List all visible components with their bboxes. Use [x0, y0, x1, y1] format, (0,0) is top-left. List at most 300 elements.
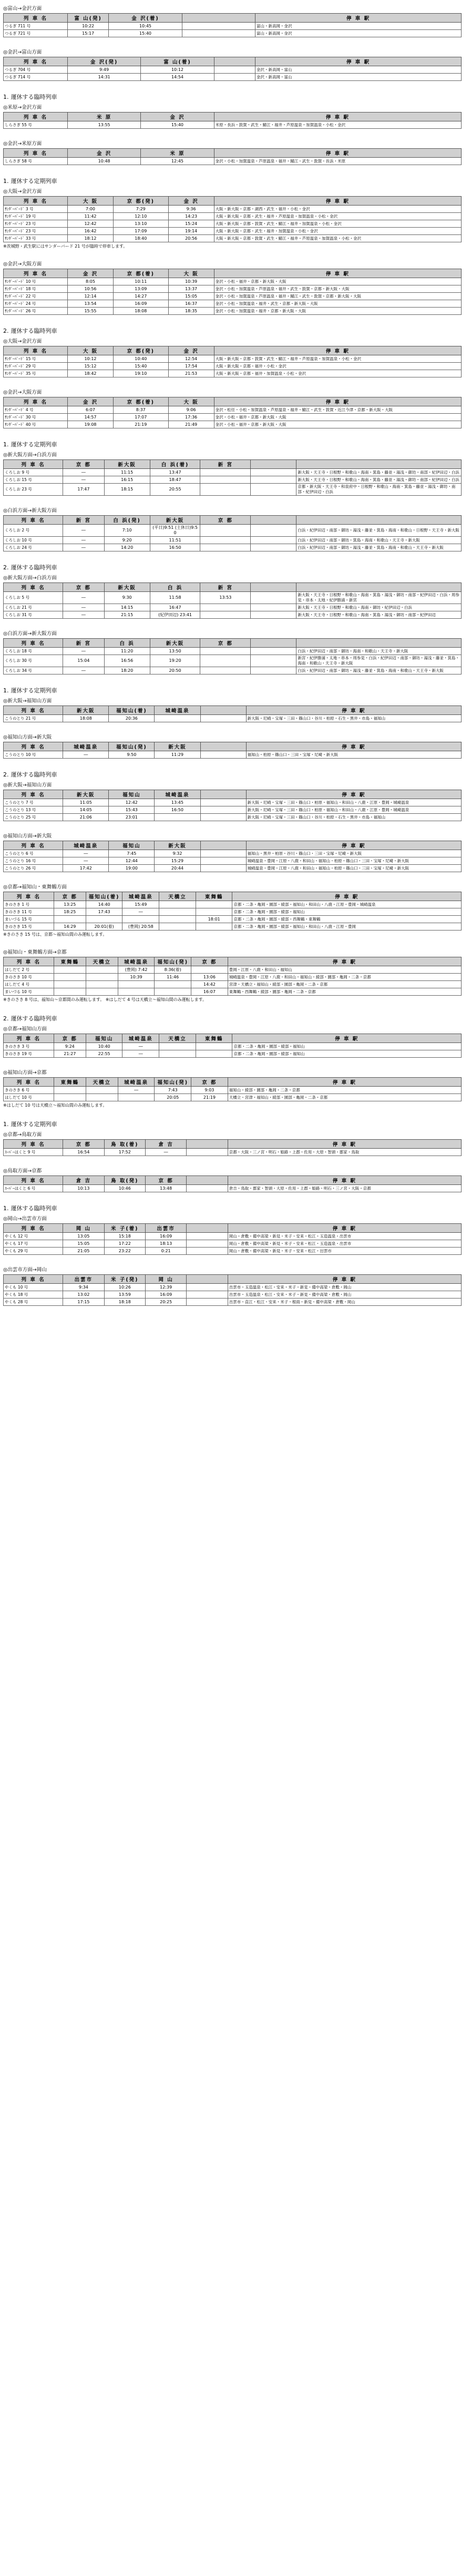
time-cell [182, 30, 255, 37]
train-name: はしだて 4 号 [4, 981, 54, 988]
section-title: 運休する定期列車 [11, 178, 57, 185]
stops-cell: 豊岡・江原・八鹿・和田山・福知山 [228, 966, 461, 974]
column-header: 福知山 [86, 1034, 122, 1043]
section-heading [3, 1014, 462, 1023]
time-cell: 17:09 [114, 228, 169, 235]
column-header: 城崎温泉 [63, 841, 109, 850]
time-cell [187, 1299, 228, 1306]
time-cell [159, 1043, 196, 1050]
stops-cell: 大阪・新大阪・京都・湖西・武生・福井・小松・金沢 [214, 206, 461, 213]
table-row [4, 1240, 462, 1248]
time-cell [54, 981, 86, 988]
train-name: くろしお 2 号 [4, 525, 63, 537]
column-header: 富 山(着) [141, 57, 214, 66]
train-name: やくも 10 号 [4, 1284, 63, 1291]
header-row [4, 1224, 462, 1233]
column-header: 福知山(着) [86, 892, 122, 901]
column-header: 列 車 名 [4, 113, 68, 121]
time-cell [200, 469, 251, 476]
time-cell: 14:23 [168, 213, 214, 220]
time-cell: ― [63, 850, 109, 857]
table-row [4, 806, 462, 814]
column-header: 出雲市 [145, 1224, 186, 1233]
column-header [296, 583, 462, 592]
train-name: くろしお 34 号 [4, 667, 63, 674]
train-name: こうのとり 6 号 [4, 850, 63, 857]
stops-cell: 出雲市・直江・松江・安来・米子・根雨・新見・備中高梁・倉敷・岡山 [228, 1299, 461, 1306]
column-header: 列 車 名 [4, 516, 63, 525]
train-name: ｻﾝﾀﾞｰﾊﾞｰﾄﾞ 10 号 [4, 278, 68, 285]
time-cell [155, 988, 191, 996]
column-header: 京 都 [145, 1176, 186, 1185]
table-row [4, 814, 462, 821]
column-header: 城崎温泉 [118, 957, 155, 966]
time-cell: 8:36(着) [155, 966, 191, 974]
section-number: 2. [3, 771, 9, 778]
train-name: ｻﾝﾀﾞｰﾊﾞｰﾄﾞ 23 号 [4, 220, 68, 228]
stops-cell: 宮津・天橋立・福知山・綾部・園部・亀岡・二条・京都 [228, 981, 461, 988]
route-heading: ◎鳥取方面→京都 [3, 1168, 42, 1174]
time-cell [159, 908, 196, 916]
time-cell [200, 865, 246, 872]
section-number: 1. [3, 178, 9, 185]
train-name: くろしお 31 号 [4, 611, 63, 619]
time-cell: ― [122, 908, 159, 916]
column-header [251, 583, 296, 592]
stops-cell: 富山・新高岡・金沢 [255, 30, 462, 37]
stops-cell: 金沢・小松・加賀温泉・福井・武生・京都・新大阪・大阪 [214, 300, 461, 308]
time-cell: 21:49 [168, 421, 214, 428]
timetable [3, 346, 462, 377]
column-header: 停 車 駅 [228, 957, 461, 966]
train-name: しらさぎ 58 号 [4, 158, 68, 165]
time-cell: 12:44 [109, 857, 155, 865]
column-header: 天橋立 [86, 957, 118, 966]
column-header [187, 1275, 228, 1284]
column-header: 列 車 名 [4, 841, 63, 850]
time-cell [118, 981, 155, 988]
header-row [4, 790, 462, 799]
time-cell [251, 611, 296, 619]
header-row [4, 197, 462, 206]
time-cell: 20:55 [150, 484, 200, 496]
header-row [4, 1078, 462, 1087]
column-header: 福知山 [109, 790, 155, 799]
table-row [4, 988, 462, 996]
train-name: くろしお 23 号 [4, 484, 63, 496]
train-name: やくも 17 号 [4, 1240, 63, 1248]
time-cell: 16:09 [145, 1233, 186, 1240]
time-cell: ― [63, 537, 104, 544]
train-name: ｻﾝﾀﾞｰﾊﾞｰﾄﾞ 30 号 [4, 414, 68, 421]
column-header: 金 沢 [141, 113, 214, 121]
train-name: くろしお 30 号 [4, 655, 63, 667]
column-header: 京 都 [63, 583, 104, 592]
stops-cell: 出雲市・玉造温泉・松江・安来・米子・新見・備中高梁・倉敷・岡山 [228, 1284, 461, 1291]
train-name: やくも 29 号 [4, 1248, 63, 1255]
train-name: こうのとり 26 号 [4, 865, 63, 872]
route-heading: ◎金沢→米原方面 [3, 141, 42, 147]
table-row [4, 857, 462, 865]
train-name: くろしお 15 号 [4, 476, 63, 484]
time-cell: 10:39 [118, 974, 155, 981]
time-cell: 18:01 [196, 916, 232, 923]
time-cell: 14:31 [67, 74, 140, 81]
table-row [4, 751, 462, 759]
stops-cell: 金沢・新高岡・富山 [255, 66, 462, 74]
column-header: 新大阪 [104, 460, 150, 469]
time-cell [159, 901, 196, 908]
time-cell [251, 648, 296, 655]
header-row [4, 742, 462, 751]
column-header: 停 車 駅 [232, 1034, 462, 1043]
time-cell: ― [122, 1043, 159, 1050]
time-cell: (紀伊田辺) 23:41 [150, 611, 200, 619]
time-cell [86, 1094, 118, 1101]
stops-cell: 白浜・紀伊田辺・南部・御坊・箕島・海南・和歌山・天王寺・新大阪 [296, 537, 462, 544]
time-cell [54, 1094, 86, 1101]
time-cell: 18:25 [54, 908, 86, 916]
train-name: こうのとり 10 号 [4, 751, 63, 759]
time-cell: 22:55 [86, 1050, 122, 1058]
section-heading [3, 686, 462, 694]
column-header: 金 沢(発) [67, 57, 140, 66]
column-header: 新大阪 [63, 706, 109, 715]
train-name: ｽｰﾊﾟｰはくと 9 号 [4, 1149, 63, 1156]
column-header: 京 都 [200, 639, 251, 648]
time-cell: 13:10 [114, 220, 169, 228]
time-cell: 9:24 [54, 1043, 86, 1050]
column-header: 停 車 駅 [246, 706, 461, 715]
time-cell: ― [63, 525, 104, 537]
column-header [251, 460, 296, 469]
stops-cell: 新大阪・尼崎・宝塚・三田・篠山口・谷川・柏原・石生・黒井・市島・福知山 [246, 715, 461, 722]
column-header: 倉 吉 [63, 1176, 104, 1185]
table-row [4, 30, 462, 37]
time-cell: ― [145, 1149, 186, 1156]
footnote: ※茨城野・武生駅にはサンダーバード 21 号が臨時で停車します。 [3, 244, 128, 249]
time-cell: 13:05 [63, 1233, 104, 1240]
timetable [3, 742, 462, 759]
column-header: 金 沢 [67, 269, 113, 278]
time-cell: 10:26 [104, 1284, 145, 1291]
time-cell: 10:12 [141, 66, 214, 74]
time-cell [251, 476, 296, 484]
train-name: こうのとり 25 号 [4, 814, 63, 821]
time-cell: 15:43 [109, 806, 155, 814]
time-cell [200, 857, 246, 865]
train-name: くろしお 5 号 [4, 592, 63, 604]
stops-cell: 大阪・新大阪・京都・敦賀・武生・鯖江・福井・芦原温泉・加賀温泉・小松・金沢 [214, 355, 461, 363]
column-header: 京 都 [54, 1034, 86, 1043]
time-cell: ― [63, 857, 109, 865]
time-cell [187, 1233, 228, 1240]
column-header: 金 沢 [168, 346, 214, 355]
time-cell [54, 916, 86, 923]
time-cell: 15:40 [114, 363, 169, 370]
time-cell [200, 537, 251, 544]
table-row [4, 537, 462, 544]
route-heading: ◎新大阪→福知山方面 [3, 698, 52, 704]
column-header: 停 車 駅 [228, 1078, 461, 1087]
table-row [4, 308, 462, 315]
stops-cell: 金沢・小松・福井・京都・新大阪・大阪 [214, 421, 461, 428]
time-cell: 13:59 [104, 1291, 145, 1299]
column-header: 列 車 名 [4, 1140, 63, 1149]
route-heading: ◎新大阪方面→白浜方面 [3, 452, 57, 458]
column-header: 福知山(着) [109, 706, 155, 715]
column-header: 新大阪 [104, 583, 150, 592]
time-cell [200, 655, 251, 667]
time-cell: 9:36 [168, 206, 214, 213]
stops-cell: 福知山・柏原・篠山口・三田・宝塚・尼崎・新大阪 [246, 751, 461, 759]
time-cell: 15:29 [155, 857, 200, 865]
table-row [4, 469, 462, 476]
time-cell: 18:42 [67, 370, 113, 377]
time-cell: 16:37 [168, 300, 214, 308]
table-row [4, 592, 462, 604]
section-number: 2. [3, 564, 9, 571]
train-name: はしだて 2 号 [4, 966, 54, 974]
stops-cell: 米原・長浜・敦賀・武生・鯖江・福井・芦原温泉・加賀温泉・小松・金沢 [214, 121, 461, 129]
time-cell [155, 814, 200, 821]
time-cell: 14:57 [67, 414, 113, 421]
time-cell: 20:05 [155, 1094, 191, 1101]
route-heading: ◎富山→金沢方面 [3, 6, 42, 12]
time-cell [251, 667, 296, 674]
train-name: きのさき 1 号 [4, 901, 54, 908]
time-cell: 16:50 [150, 544, 200, 551]
column-header: 列 車 名 [4, 269, 68, 278]
column-header: 天橋立 [159, 1034, 196, 1043]
route-heading: ◎白浜方面→新大阪方面 [3, 508, 57, 514]
time-cell: ― [63, 611, 104, 619]
column-header: 新大阪 [155, 841, 200, 850]
column-header: 列 車 名 [4, 639, 63, 648]
time-cell: 13:37 [168, 285, 214, 293]
time-cell [196, 901, 232, 908]
column-header: 城崎温泉 [122, 1034, 159, 1043]
train-name: つるぎ 714 号 [4, 74, 68, 81]
time-cell [155, 715, 200, 722]
time-cell: 18:47 [150, 476, 200, 484]
time-cell: 10:39 [168, 278, 214, 285]
stops-cell: 天橋立・宮津・福知山・綾部・園部・亀岡・二条・京都 [228, 1094, 461, 1101]
column-header [182, 14, 255, 23]
time-cell: 13:54 [67, 300, 113, 308]
column-header: 城崎温泉 [155, 790, 200, 799]
column-header [187, 1176, 228, 1185]
column-header [187, 1140, 228, 1149]
column-header [200, 841, 246, 850]
column-header: 新大阪 [63, 790, 109, 799]
time-cell: ― [122, 1050, 159, 1058]
column-header: 列 車 名 [4, 149, 68, 158]
time-cell: 17:43 [86, 908, 122, 916]
table-row [4, 544, 462, 551]
timetable [3, 1139, 462, 1156]
train-name: やくも 12 号 [4, 1233, 63, 1240]
table-row [4, 370, 462, 377]
time-cell: ― [63, 751, 109, 759]
time-cell: 21:19 [114, 421, 169, 428]
time-cell: 20:56 [168, 235, 214, 242]
time-cell: 12:45 [141, 158, 214, 165]
section-heading [3, 563, 462, 571]
time-cell: 9:32 [155, 850, 200, 857]
timetable [3, 1175, 462, 1192]
route-heading: ◎大阪→金沢方面 [3, 189, 42, 195]
time-cell: 10:56 [67, 285, 113, 293]
column-header: 城崎温泉 [63, 742, 109, 751]
train-name: ｻﾝﾀﾞｰﾊﾞｰﾄﾞ 22 号 [4, 293, 68, 300]
stops-cell: 新大阪・天王寺・日根野・和歌山・海南・箕島・湯浅・御坊・南部・紀伊田辺 [296, 611, 462, 619]
train-name: まいづる 15 号 [4, 916, 54, 923]
train-name: つるぎ 704 号 [4, 66, 68, 74]
time-cell: 17:07 [114, 414, 169, 421]
table-row [4, 1185, 462, 1192]
train-name: やくも 18 号 [4, 1291, 63, 1299]
time-cell: 13:25 [54, 901, 86, 908]
time-cell: 18:20 [104, 667, 150, 674]
header-row [4, 1275, 462, 1284]
table-row [4, 850, 462, 857]
column-header: 列 車 名 [4, 397, 68, 406]
time-cell: (豊岡) 7:42 [118, 966, 155, 974]
time-cell: 17:42 [63, 865, 109, 872]
timetable [3, 790, 462, 821]
time-cell: 7:45 [109, 850, 155, 857]
header-row [4, 1034, 462, 1043]
stops-cell: 金沢・新高岡・富山 [255, 74, 462, 81]
route-heading: ◎大阪→金沢方面 [3, 339, 42, 344]
time-cell: 16:47 [150, 604, 200, 611]
column-header: 停 車 駅 [214, 269, 461, 278]
time-cell [159, 1050, 196, 1058]
table-row [4, 66, 462, 74]
time-cell: 18:12 [67, 235, 113, 242]
time-cell: ― [63, 469, 104, 476]
time-cell: 11:58 [150, 592, 200, 604]
time-cell: 10:40 [114, 355, 169, 363]
column-header: 停 車 駅 [246, 790, 461, 799]
route-heading: ◎福知山方面→京都 [3, 1070, 47, 1076]
column-header: 新大阪 [150, 516, 200, 525]
time-cell [155, 981, 191, 988]
time-cell: 15:05 [168, 293, 214, 300]
column-header [296, 516, 462, 525]
column-header [187, 1224, 228, 1233]
train-name: きのさき 3 号 [4, 1043, 54, 1050]
footnote: ※きのさき 15 号は、京都～福知山間のみ運転します。 [3, 932, 107, 937]
time-cell: 17:47 [63, 484, 104, 496]
header-row [4, 583, 462, 592]
table-row [4, 923, 462, 931]
column-header: 出雲市 [63, 1275, 104, 1284]
column-header [296, 460, 462, 469]
stops-cell: 新大阪・尼崎・宝塚・三田・篠山口・柏原・福知山・和田山・八鹿・江原・豊岡・城崎温泉 [246, 806, 461, 814]
train-name: くろしお 24 号 [4, 544, 63, 551]
train-name: ｻﾝﾀﾞｰﾊﾞｰﾄﾞ 40 号 [4, 421, 68, 428]
stops-cell: 金沢・松任・小松・加賀温泉・芦原温泉・福井・鯖江・武生・敦賀・近江今津・京都・新大阪・大阪 [214, 406, 461, 414]
time-cell: 12:54 [168, 355, 214, 363]
table-row [4, 1149, 462, 1156]
time-cell: 20:36 [109, 715, 155, 722]
column-header: 倉 吉 [145, 1140, 186, 1149]
time-cell [86, 974, 118, 981]
header-row [4, 113, 462, 121]
train-name: ｻﾝﾀﾞｰﾊﾞｰﾄﾞ 19 号 [4, 213, 68, 220]
column-header: 列 車 名 [4, 1224, 63, 1233]
column-header: 京 都(着) [114, 269, 169, 278]
stops-cell: 岡山・倉敷・備中高梁・新見・米子・安来・松江・玉造温泉・出雲市 [228, 1233, 461, 1240]
time-cell: 9:34 [63, 1284, 104, 1291]
route-heading: ◎新大阪→福知山方面 [3, 782, 52, 788]
route-heading: ◎金沢→富山方面 [3, 49, 42, 55]
time-cell: ― [63, 648, 104, 655]
column-header: 新大阪 [155, 742, 200, 751]
time-cell: 15:24 [168, 220, 214, 228]
table-row [4, 406, 462, 414]
column-header: 城崎温泉 [118, 1078, 155, 1087]
time-cell: 19:00 [109, 865, 155, 872]
stops-cell: 福知山・綾部・園部・亀岡・二条・京都 [228, 1087, 461, 1094]
column-header: 大 阪 [168, 269, 214, 278]
stops-cell: 東舞鶴・西舞鶴・綾部・園部・亀岡・二条・京都 [228, 988, 461, 996]
time-cell [54, 974, 86, 981]
time-cell: 7:29 [114, 206, 169, 213]
column-header: 京 都 [54, 892, 86, 901]
time-cell: 11:46 [155, 974, 191, 981]
route-heading: ◎米原→金沢方面 [3, 105, 42, 110]
stops-cell: 大阪・新大阪・京都・福井・小松・金沢 [214, 363, 461, 370]
column-header: 東舞鶴 [54, 1078, 86, 1087]
column-header: 列 車 名 [4, 892, 54, 901]
route-heading: ◎出雲市方面→岡山 [3, 1267, 47, 1273]
column-header: 京 都 [63, 460, 104, 469]
column-header: 京 都 [63, 1140, 104, 1149]
header-row [4, 149, 462, 158]
column-header: 新 宮 [63, 639, 104, 648]
column-header: 福知山(発) [109, 742, 155, 751]
column-header: 新 宮 [200, 460, 251, 469]
table-row [4, 293, 462, 300]
stops-cell: 金沢・小松・加賀温泉・芦原温泉・福井・武生・敦賀・京都・新大阪・大阪 [214, 285, 461, 293]
time-cell: 11:29 [155, 751, 200, 759]
time-cell: 20:50 [150, 667, 200, 674]
timetable [3, 57, 462, 81]
column-header: 岡 山 [145, 1275, 186, 1284]
timetable [3, 515, 462, 551]
time-cell [196, 1050, 232, 1058]
train-name: ｻﾝﾀﾞｰﾊﾞｰﾄﾞ 35 号 [4, 370, 68, 377]
train-name: きのさき 19 号 [4, 1050, 54, 1058]
header-row [4, 706, 462, 715]
stops-cell: 福知山・黒井・柏原・谷川・篠山口・三田・宝塚・尼崎・新大阪 [246, 850, 461, 857]
table-row [4, 484, 462, 496]
time-cell: ― [118, 1087, 155, 1094]
stops-cell: 岡山・倉敷・備中高梁・新見・米子・安来・松江・玉造温泉・出雲市 [228, 1240, 461, 1248]
column-header: 京 都(着) [114, 397, 169, 406]
column-header: 停 車 駅 [214, 113, 461, 121]
timetable [3, 112, 462, 129]
stops-cell: 京都・大阪・三ノ宮・明石・姫路・上郡・佐用・大原・智頭・郡家・鳥取 [228, 1149, 461, 1156]
time-cell: 9:03 [191, 1087, 228, 1094]
column-header: 列 車 名 [4, 197, 68, 206]
route-heading: ◎福知山方面→新大阪 [3, 734, 52, 740]
train-name: ｻﾝﾀﾞｰﾊﾞｰﾄﾞ 33 号 [4, 235, 68, 242]
time-cell: 10:13 [63, 1185, 104, 1192]
